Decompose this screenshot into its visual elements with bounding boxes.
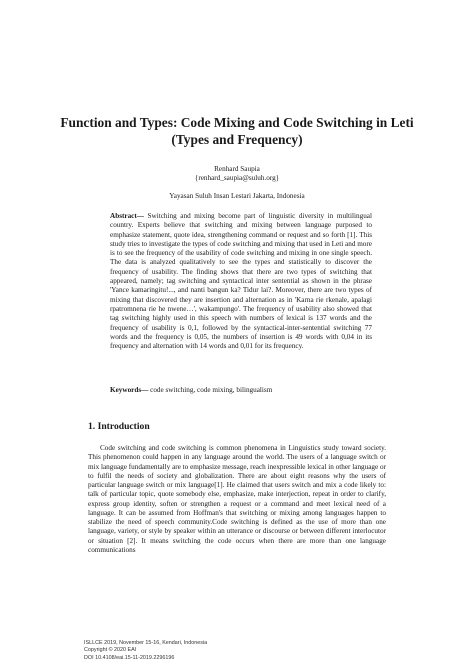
keywords bbox=[110, 386, 372, 395]
keywords-text: code switching, code mixing, bilingualism bbox=[148, 386, 273, 394]
author-email: {renhard_saupia@suluh.org} bbox=[194, 174, 280, 182]
author-affiliation: Yayasan Suluh Insan Lestari Jakarta, Indonesia bbox=[169, 192, 305, 200]
introduction-paragraph: Code switching and code switching is common phenomena in Linguistics study toward society. This phenomenon could happen in any language around the world. The users of a language switch or mix language fundamentally are to emphasize message, reach inexpressible lexical in other language or to fulfil the needs of society and globalization. There are about eight reasons why the users of particular language switch or mix language[1]. He claimed that users switch and mix a code likely to: talk of particular topic, quote somebody else, emphasize, make interjection, repeat in order to clarify, express group identity, soften or strengthen a request or a command and meet lexical need of a language. It can be assumed from Hoffman's that switching or mixing among languages happen to stabilize the need of speech community.Code switching is defined as the use of more than one language, variety, or style by speaker within an utterance or discourse or between different interlocutor or situation [2]. It means switching the code occurs when there are more than one language communications bbox=[88, 444, 386, 554]
footer-copyright: Copyright © 2020 EAI bbox=[84, 647, 137, 654]
section-heading: 1. Introduction bbox=[88, 421, 150, 432]
footer-doi: DOI 10.4108/eai.15-11-2019.2296196 bbox=[84, 654, 175, 661]
abstract-label: Abstract— bbox=[110, 212, 144, 220]
paper-title: Function and Types: Code Mixing and Code Switching in Leti (Types and Frequency) bbox=[60, 115, 414, 147]
footer bbox=[84, 640, 207, 662]
author-name: Renhard Saupia bbox=[214, 165, 260, 173]
footer-conference: ISLLCE 2019, November 15-16, Kendari, Indonesia bbox=[84, 640, 208, 646]
abstract bbox=[110, 212, 372, 351]
keywords-label: Keywords— bbox=[110, 386, 149, 394]
abstract-text: Switching and mixing become part of linguistic diversity in multilingual country. Experts believe that switching and mixing between language purposed to emphasize statement, quote idea, strengthening command or request and so forth [1]. This study tries to investigate the types of code switching and mixing that used in Leti and more is to see the frequency of the usability of code switching and mixing in one single speech. The data is analyzed qualitatively to see the types and statistically to discover the frequency of usability. The finding shows that there are two types of switching that appeared, namely; tag switching and syntactical inter sentential as shown in the phrase 'Yance kamaringitu!..., and nanti bangun ka? Tidur lai?. Moreover, there are two types of mixing that discovered they are insertion and alternation as in 'Karna rie rkenale, apalagi rpatromnena rie he nwene…', wakampungo'. The frequency of usability also showed that tag switching highly used in this speech with numbers of lexical is 137 words and the frequency of usability is 0,1, followed by the syntactical-inter-sentential switching 77 words and the frequency is 0,05, the numbers of insertion is 49 words with 0,04 in its frequency and alternation with 14 words and 0,01 for its frequency. bbox=[110, 212, 372, 351]
